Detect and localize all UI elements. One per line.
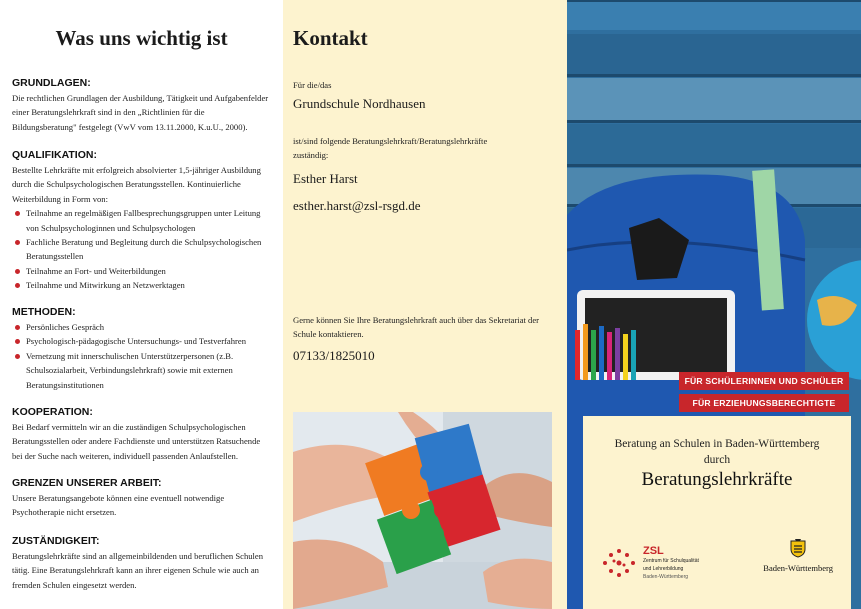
section-text: Die rechtlichen Grundlagen der Ausbildung, Tätigkeit und Aufgabenfelder einer Beratungslehrkraft sind in den „Richtlinien für die Bildungsberatung" festgelegt (VwV vom 13.11.2000, K.u.U., 2000). <box>12 93 269 132</box>
bw-name: Baden-Württemberg <box>763 563 833 573</box>
office-note: Gerne können Sie Ihre Beratungslehrkraft auch über das Sekretariat der Schule kontaktieren. <box>293 315 540 340</box>
bullet-icon <box>15 211 20 216</box>
bullet-icon <box>15 354 20 359</box>
title-line-2: durch <box>703 454 731 466</box>
section-qualifikation <box>12 149 270 293</box>
section-title: ZUSTÄNDIGKEIT: <box>12 535 100 547</box>
section-grenzen <box>12 477 270 520</box>
section-title: GRENZEN UNSERER ARBEIT: <box>12 477 162 489</box>
responsible-label: ist/sind folgende Beratungslehrkraft/Beratungslehrkräfte zuständig: <box>293 136 488 161</box>
title-line-1: Beratung an Schulen in Baden-Württemberg <box>614 438 820 450</box>
zsl-line3: Baden-Württemberg <box>643 574 689 580</box>
section-zustaendigkeit <box>12 535 270 592</box>
panel-middle <box>283 0 567 609</box>
panel-left <box>0 0 283 609</box>
section-methoden <box>12 306 270 392</box>
section-title: KOOPERATION: <box>12 406 93 418</box>
zsl-abbr: ZSL <box>643 545 664 557</box>
zsl-logo <box>599 545 699 581</box>
ribbon-erziehungsberechtigte: FÜR ERZIEHUNGSBERECHTIGTE <box>679 394 849 412</box>
heading-was-uns-wichtig-ist: Was uns wichtig ist <box>55 26 228 50</box>
list <box>12 206 270 292</box>
list-item: Teilnahme und Mitwirkung an Netzwerktagen <box>12 278 270 292</box>
for-label: Für die/das <box>293 80 332 90</box>
puzzle-photo <box>293 412 552 609</box>
ribbon-schueler: FÜR SCHÜLERINNEN UND SCHÜLER <box>679 372 849 390</box>
list <box>12 320 270 392</box>
bw-logo <box>763 538 833 573</box>
section-text: Bestellte Lehrkräfte mit erfolgreich absolvierter 1,5-jähriger Ausbildung durch die Schulpsychologischen Beratungsstellen. Kontinuierliche Weiterbildung in Form von: <box>12 165 261 204</box>
email: esther.harst@zsl-rsgd.de <box>293 198 421 213</box>
bullet-icon <box>15 339 20 344</box>
person-name: Esther Harst <box>293 171 358 186</box>
section-text: Beratungslehrkräfte sind an allgemeinbildenden und beruflichen Schulen tätig. Eine Beratungslehrkraft kann an ihrer eigenen Schule wie auch an fremden Schulen eingesetzt werden. <box>12 551 264 590</box>
zsl-line1: Zentrum für Schulqualität <box>643 558 699 564</box>
title-box <box>583 416 851 609</box>
section-title: METHODEN: <box>12 306 76 318</box>
section-text: Bei Bedarf vermitteln wir an die zuständigen Schulpsychologischen Beratungsstellen oder andere Fachdienste und unterstützen Ratsuchende bei der Suche nach weiteren, individuell passenden Anlaufstellen. <box>12 422 261 461</box>
list-item: Psychologisch-pädagogische Untersuchungs- und Testverfahren <box>12 334 270 348</box>
heading-kontakt: Kontakt <box>293 26 368 50</box>
bw-crest-icon <box>790 538 806 558</box>
bullet-icon <box>15 240 20 245</box>
section-title: GRUNDLAGEN: <box>12 77 91 89</box>
zsl-dots-icon <box>599 545 639 581</box>
panel-right-cover <box>567 0 861 609</box>
list-item: Fachliche Beratung und Begleitung durch die Schulpsychologischen Beratungsstellen <box>12 235 270 264</box>
section-title: QUALIFIKATION: <box>12 149 97 161</box>
phone: 07133/1825010 <box>293 348 375 363</box>
list-item: Persönliches Gespräch <box>12 320 270 334</box>
list-item: Teilnahme an regelmäßigen Fallbesprechungsgruppen unter Leitung von Schulpsychologinnen und Schulpsychologen <box>12 206 270 235</box>
school-name: Grundschule Nordhausen <box>293 96 426 111</box>
section-grundlagen <box>12 77 270 134</box>
title-line-3: Beratungslehrkräfte <box>641 469 793 490</box>
list-item: Teilnahme an Fort- und Weiterbildungen <box>12 264 270 278</box>
section-text: Unsere Beratungsangebote können eine eventuell notwendige Psychotherapie nicht ersetzen. <box>12 493 225 518</box>
bullet-icon <box>15 269 20 274</box>
zsl-line2: und Lehrerbildung <box>643 566 684 572</box>
list-item: Vernetzung mit innerschulischen Unterstützerpersonen (z.B. Schulsozialarbeit, Verbindungslehrkraft) sowie mit externen Beratungsinstitutionen <box>12 349 270 392</box>
section-kooperation <box>12 406 270 463</box>
bullet-icon <box>15 283 20 288</box>
bullet-icon <box>15 325 20 330</box>
